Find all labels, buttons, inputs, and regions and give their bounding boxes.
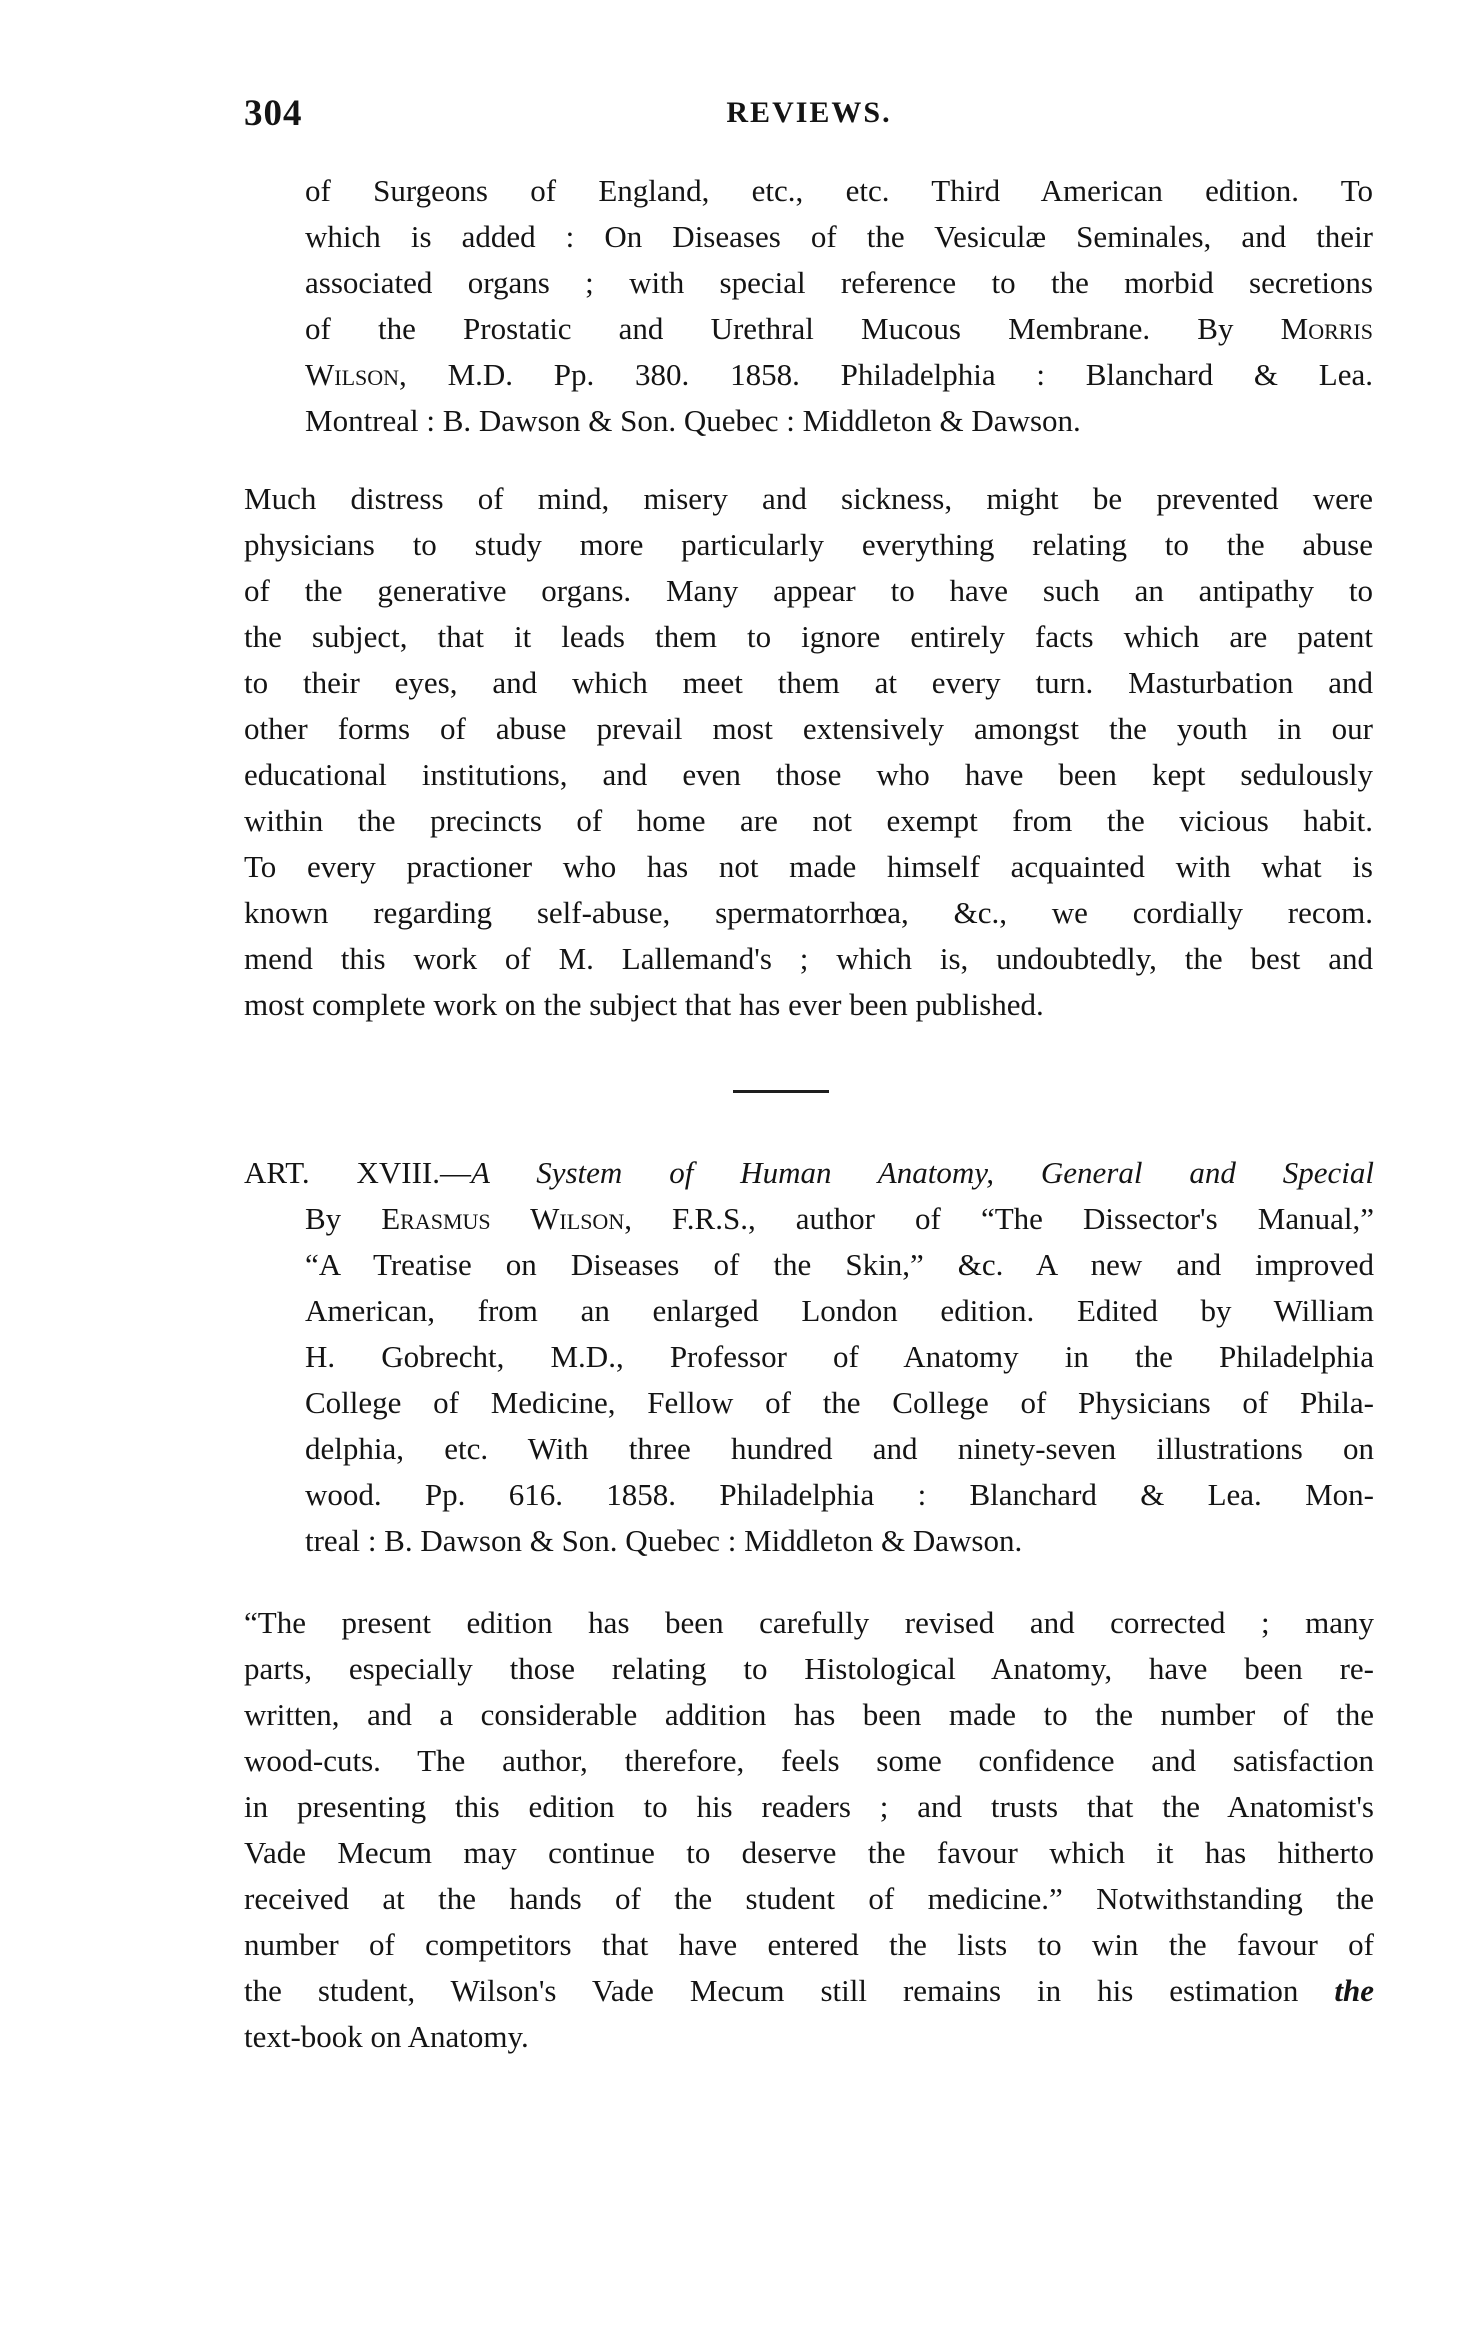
body-line: “The present edition has been carefully revised and corrected ; many <box>244 1605 1374 1640</box>
review2-body <box>244 1600 1374 2060</box>
citation-line: associated organs ; with special reference to the morbid secretions <box>305 265 1373 300</box>
citation-line: of Surgeons of England, etc., etc. Third American edition. To <box>305 173 1373 208</box>
author-name: Erasmus Wilson <box>381 1201 625 1236</box>
body-line: of the generative organs. Many appear to have such an antipathy to <box>244 573 1373 608</box>
review1-body <box>244 476 1373 1028</box>
body-line: in presenting this edition to his readers ; and trusts that the Anatomist's <box>244 1789 1374 1824</box>
body-line: within the precincts of home are not exempt from the vicious habit. <box>244 803 1373 838</box>
body-line: received at the hands of the student of medicine.” Notwithstanding the <box>244 1881 1374 1916</box>
citation-line: College of Medicine, Fellow of the College of Physicians of Phila- <box>305 1385 1374 1420</box>
citation-line: wood. Pp. 616. 1858. Philadelphia : Blanchard & Lea. Mon- <box>305 1477 1374 1512</box>
body-line: the subject, that it leads them to ignore entirely facts which are patent <box>244 619 1373 654</box>
page-number: 304 <box>244 93 303 134</box>
body-line: most complete work on the subject that has ever been published. <box>244 987 1044 1022</box>
section-divider <box>733 1090 829 1093</box>
body-line: mend this work of M. Lallemand's ; which is, undoubtedly, the best and <box>244 941 1373 976</box>
body-line: number of competitors that have entered the lists to win the favour of <box>244 1927 1374 1962</box>
body-line: known regarding self-abuse, spermatorrhœa, &c., we cordially recom. <box>244 895 1373 930</box>
body-line: Much distress of mind, misery and sickness, might be prevented were <box>244 481 1373 516</box>
body-line: other forms of abuse prevail most extensively amongst the youth in our <box>244 711 1373 746</box>
body-line: Vade Mecum may continue to deserve the favour which it has hitherto <box>244 1835 1374 1870</box>
body-line: text-book on Anatomy. <box>244 2019 529 2054</box>
citation-line: H. Gobrecht, M.D., Professor of Anatomy in the Philadelphia <box>305 1339 1374 1374</box>
article-title: A System of Human Anatomy, General and Special <box>470 1155 1374 1190</box>
body-line: parts, especially those relating to Histological Anatomy, have been re- <box>244 1651 1374 1686</box>
review2-header <box>244 1150 1374 1196</box>
body-line: to their eyes, and which meet them at every turn. Masturbation and <box>244 665 1373 700</box>
citation-line: which is added : On Diseases of the Vesiculæ Seminales, and their <box>305 219 1373 254</box>
article-number: ART. XVIII.— <box>244 1155 471 1190</box>
body-line: wood-cuts. The author, therefore, feels some confidence and satisfaction <box>244 1743 1374 1778</box>
citation-line: Montreal : B. Dawson & Son. Quebec : Middleton & Dawson. <box>305 403 1081 438</box>
citation-line: of the Prostatic and Urethral Mucous Membrane. By Morris <box>305 311 1373 346</box>
citation-line: delphia, etc. With three hundred and ninety-seven illustrations on <box>305 1431 1374 1466</box>
citation-line: By Erasmus Wilson, F.R.S., author of “The Dissector's Manual,” <box>305 1201 1374 1236</box>
body-line: the student, Wilson's Vade Mecum still remains in his estimation the <box>244 1973 1374 2008</box>
citation-line: American, from an enlarged London edition. Edited by William <box>305 1293 1374 1328</box>
body-line: educational institutions, and even those who have been kept sedulously <box>244 757 1373 792</box>
body-line: written, and a considerable addition has been made to the number of the <box>244 1697 1374 1732</box>
citation-line: “A Treatise on Diseases of the Skin,” &c. A new and improved <box>305 1247 1374 1282</box>
page-header <box>244 92 1374 132</box>
article-heading <box>244 1150 1374 1196</box>
body-line: physicians to study more particularly everything relating to the abuse <box>244 527 1373 562</box>
citation-line: treal : B. Dawson & Son. Quebec : Middleton & Dawson. <box>305 1523 1023 1558</box>
body-line: To every practioner who has not made himself acquainted with what is <box>244 849 1373 884</box>
review2-citation <box>305 1196 1374 1564</box>
running-head: REVIEWS. <box>726 96 892 129</box>
emphasis: the <box>1334 1973 1374 2008</box>
author-name: Wilson <box>305 357 400 392</box>
citation-line: Wilson, M.D. Pp. 380. 1858. Philadelphia : Blanchard & Lea. <box>305 357 1373 392</box>
author-name: Morris <box>1280 311 1373 346</box>
review1-citation <box>305 168 1373 444</box>
